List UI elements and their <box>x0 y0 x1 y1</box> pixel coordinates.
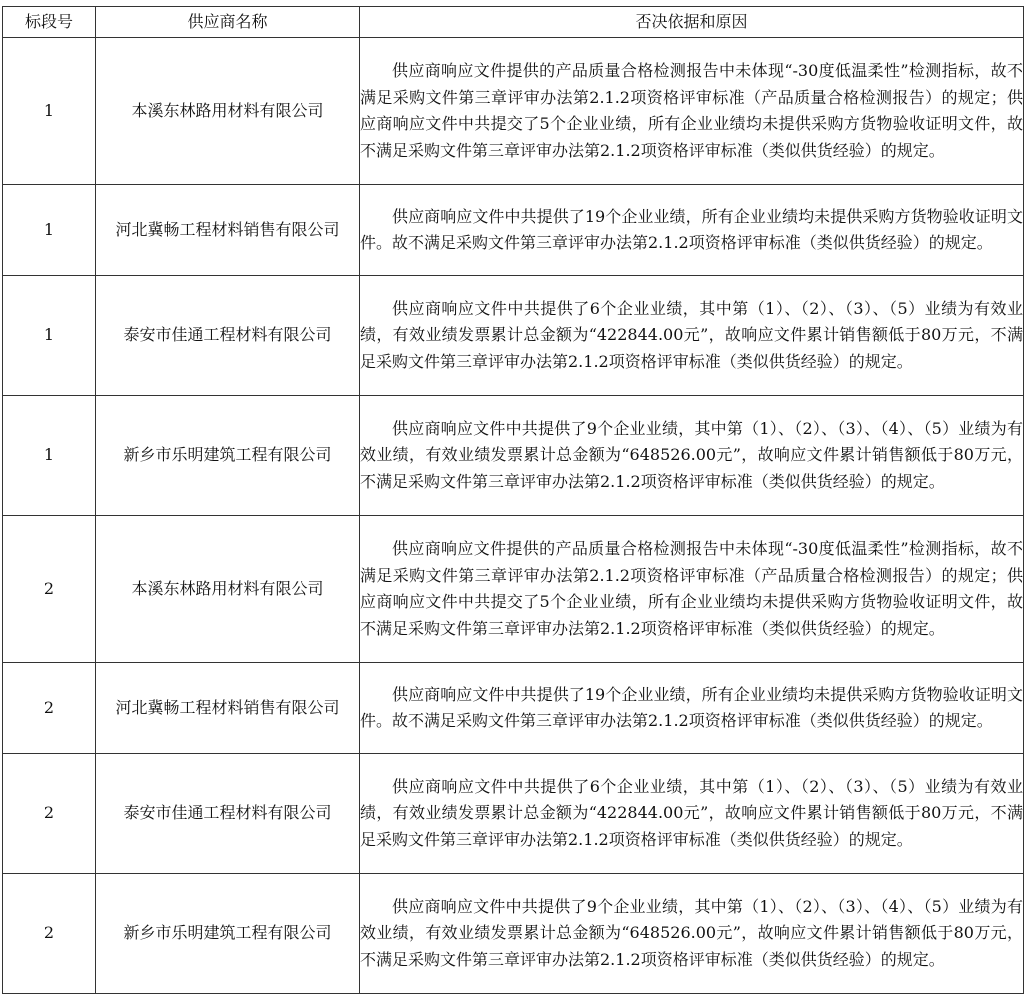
supplier-cell: 河北冀畅工程材料销售有限公司 <box>96 663 360 754</box>
table-header-row <box>3 7 1024 38</box>
reason-cell: 供应商响应文件中共提供了6个企业业绩，其中第（1）、（2）、（3）、（5）业绩为有效业绩，有效业绩发票累计总金额为“422844.00元”，故响应文件累计销售额低于80万元，不满足采购文件第三章评审办法第2.1.2项资格评审标准（类似供货经验）的规定。 <box>360 276 1024 396</box>
supplier-cell: 泰安市佳通工程材料有限公司 <box>96 754 360 874</box>
header-segment: 标段号 <box>3 7 96 38</box>
segment-cell: 1 <box>3 185 96 276</box>
table-row <box>3 516 1024 663</box>
header-reason: 否决依据和原因 <box>360 7 1024 38</box>
reason-cell: 供应商响应文件中共提供了19个企业业绩，所有企业业绩均未提供采购方货物验收证明文件。故不满足采购文件第三章评审办法第2.1.2项资格评审标准（类似供货经验）的规定。 <box>360 663 1024 754</box>
table-row <box>3 185 1024 276</box>
supplier-cell: 新乡市乐明建筑工程有限公司 <box>96 396 360 516</box>
table-row <box>3 754 1024 874</box>
reason-cell: 供应商响应文件中共提供了19个企业业绩，所有企业业绩均未提供采购方货物验收证明文件。故不满足采购文件第三章评审办法第2.1.2项资格评审标准（类似供货经验）的规定。 <box>360 185 1024 276</box>
header-supplier: 供应商名称 <box>96 7 360 38</box>
segment-cell: 1 <box>3 276 96 396</box>
reason-cell: 供应商响应文件中共提供了9个企业业绩，其中第（1）、（2）、（3）、（4）、（5）业绩为有效业绩，有效业绩发票累计总金额为“648526.00元”，故响应文件累计销售额低于80万元，不满足采购文件第三章评审办法第2.1.2项资格评审标准（类似供货经验）的规定。 <box>360 396 1024 516</box>
supplier-cell: 河北冀畅工程材料销售有限公司 <box>96 185 360 276</box>
table-row <box>3 663 1024 754</box>
segment-cell: 1 <box>3 396 96 516</box>
segment-cell: 2 <box>3 874 96 994</box>
supplier-cell: 新乡市乐明建筑工程有限公司 <box>96 874 360 994</box>
table-row <box>3 38 1024 185</box>
reason-cell: 供应商响应文件提供的产品质量合格检测报告中未体现“-30度低温柔性”检测指标，故不满足采购文件第三章评审办法第2.1.2项资格评审标准（产品质量合格检测报告）的规定；供应商响应文件中共提交了5个企业业绩，所有企业业绩均未提供采购方货物验收证明文件，故不满足采购文件第三章评审办法第2.1.2项资格评审标准（类似供货经验）的规定。 <box>360 38 1024 185</box>
reason-cell: 供应商响应文件提供的产品质量合格检测报告中未体现“-30度低温柔性”检测指标，故不满足采购文件第三章评审办法第2.1.2项资格评审标准（产品质量合格检测报告）的规定；供应商响应文件中共提交了5个企业业绩，所有企业业绩均未提供采购方货物验收证明文件，故不满足采购文件第三章评审办法第2.1.2项资格评审标准（类似供货经验）的规定。 <box>360 516 1024 663</box>
reason-cell: 供应商响应文件中共提供了9个企业业绩，其中第（1）、（2）、（3）、（4）、（5）业绩为有效业绩，有效业绩发票累计总金额为“648526.00元”，故响应文件累计销售额低于80万元，不满足采购文件第三章评审办法第2.1.2项资格评审标准（类似供货经验）的规定。 <box>360 874 1024 994</box>
segment-cell: 2 <box>3 754 96 874</box>
table-row <box>3 276 1024 396</box>
supplier-cell: 本溪东林路用材料有限公司 <box>96 516 360 663</box>
table-row <box>3 396 1024 516</box>
segment-cell: 2 <box>3 516 96 663</box>
rejection-table <box>2 6 1024 994</box>
reason-cell: 供应商响应文件中共提供了6个企业业绩，其中第（1）、（2）、（3）、（5）业绩为有效业绩，有效业绩发票累计总金额为“422844.00元”，故响应文件累计销售额低于80万元，不满足采购文件第三章评审办法第2.1.2项资格评审标准（类似供货经验）的规定。 <box>360 754 1024 874</box>
supplier-cell: 本溪东林路用材料有限公司 <box>96 38 360 185</box>
table-row <box>3 874 1024 994</box>
segment-cell: 1 <box>3 38 96 185</box>
supplier-cell: 泰安市佳通工程材料有限公司 <box>96 276 360 396</box>
segment-cell: 2 <box>3 663 96 754</box>
